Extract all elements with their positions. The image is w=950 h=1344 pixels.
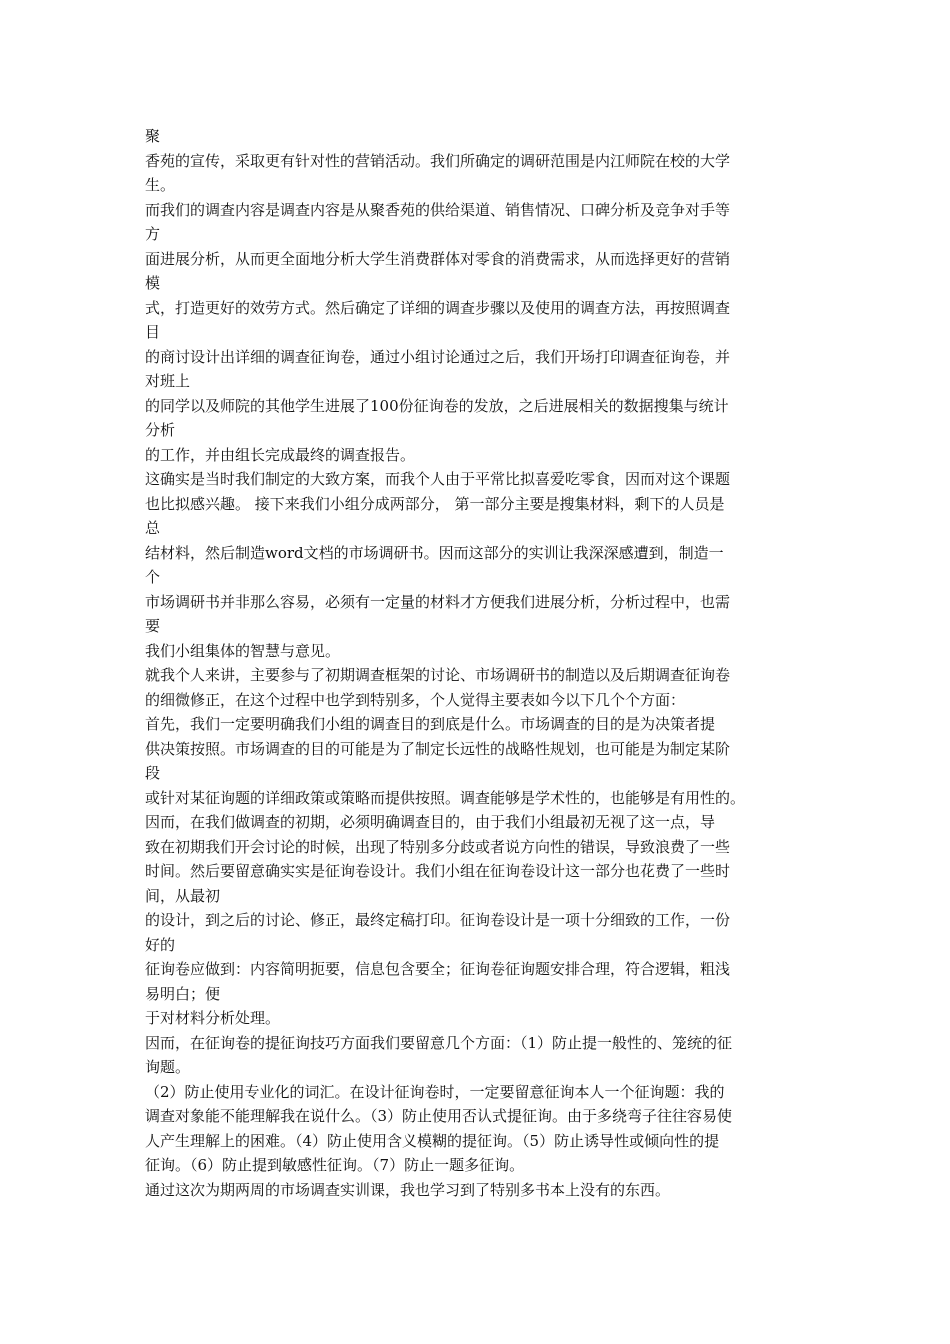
text-line: 因而，在征询卷的提征询技巧方面我们要留意几个方面：（1）防止提一般性的、笼统的征	[145, 1033, 733, 1052]
text-line: 就我个人来讲，主要参与了初期调查框架的讨论、市场调研书的制造以及后期调查征询卷	[145, 666, 731, 684]
document-body	[145, 124, 813, 1202]
text-line: 个	[145, 568, 161, 586]
text-line: 式，打造更好的效劳方式。然后确定了详细的调查步骤以及使用的调查方法，再按照调查	[145, 298, 731, 317]
text-line: 而我们的调查内容是调查内容是从聚香苑的供给渠道、销售情况、口碑分析及竞争对手等	[145, 200, 731, 219]
text-line: 的商讨设计出详细的调查征询卷，通过小组讨论通过之后，我们开场打印调查征询卷，并	[145, 347, 731, 366]
text-line: 通过这次为期两周的市场调查实训课，我也学习到了特别多书本上没有的东西。	[145, 1180, 671, 1199]
text-line: 间，从最初	[145, 886, 221, 905]
text-line: 的细微修正，在这个过程中也学到特别多，个人觉得主要表如今以下几个个方面：	[145, 690, 686, 709]
text-line: 询题。	[145, 1058, 191, 1076]
text-line: 生。	[145, 176, 176, 194]
text-line: 香苑的宣传，采取更有针对性的营销活动。我们所确定的调研范围是内江师院在校的大学	[145, 151, 731, 170]
text-line: 于对材料分析处理。	[145, 1009, 281, 1027]
text-line: 调查对象能不能理解我在说什么。（3）防止使用否认式提征询。由于多绕弯子往往容易使	[145, 1107, 733, 1125]
text-line: 面进展分析，从而更全面地分析大学生消费群体对零食的消费需求，从而选择更好的营销	[145, 249, 731, 268]
text-line: 好的	[145, 935, 176, 954]
text-line: 时间。然后要留意确实实是征询卷设计。我们小组在征询卷设计这一部分也花费了一些时	[145, 862, 731, 880]
text-line: 总	[145, 519, 161, 537]
text-line: 我们小组集体的智慧与意见。	[145, 641, 341, 660]
text-line: 征询。（6）防止提到敏感性征询。（7）防止一题多征询。	[145, 1156, 525, 1174]
text-line: 市场调研书并非那么容易，必须有一定量的材料才方便我们进展分析，分析过程中，也需	[145, 592, 731, 611]
text-line: 段	[145, 764, 161, 782]
text-line: 易明白；便	[145, 984, 221, 1003]
text-line: 的同学以及师院的其他学生进展了100份征询卷的发放，之后进展相关的数据搜集与统计	[145, 396, 729, 415]
text-line: 首先，我们一定要明确我们小组的调查目的到底是什么。市场调查的目的是为决策者提	[145, 715, 716, 733]
text-line: 人产生理解上的困难。（4）防止使用含义模糊的提征询。（5）防止诱导性或倾向性的提	[145, 1131, 720, 1150]
text-line: 的设计，到之后的讨论、修正，最终定稿打印。征询卷设计是一项十分细致的工作，一份	[145, 911, 731, 929]
text-line: 分析	[145, 421, 176, 439]
text-line: 供决策按照。市场调查的目的可能是为了制定长远性的战略性规划，也可能是为制定某阶	[145, 739, 731, 758]
text-line: 征询卷应做到：内容简明扼要，信息包含要全；征询卷征询题安排合理，符合逻辑，粗浅	[145, 960, 731, 978]
text-line: 这确实是当时我们制定的大致方案，而我个人由于平常比拟喜爱吃零食，因而对这个课题	[145, 470, 731, 488]
text-line: 方	[145, 225, 161, 243]
text-line: 要	[145, 617, 161, 635]
text-line: 因而，在我们做调查的初期，必须明确调查目的，由于我们小组最初无视了这一点，导	[145, 813, 716, 831]
text-line: （2）防止使用专业化的词汇。在设计征询卷时，一定要留意征询本人一个征询题：我的	[145, 1082, 725, 1101]
text-line: 致在初期我们开会讨论的时候，出现了特别多分歧或者说方向性的错误，导致浪费了一些	[145, 837, 731, 856]
text-line: 的工作，并由组长完成最终的调查报告。	[145, 445, 416, 464]
text-line: 或针对某征询题的详细政策或策略而提供按照。调查能够是学术性的，也能够是有用性的。	[145, 788, 746, 807]
text-line: 模	[145, 274, 161, 292]
text-line: 对班上	[145, 372, 191, 390]
text-line: 也比拟感兴趣。 接下来我们小组分成两部分， 第一部分主要是搜集材料，剩下的人员是	[145, 494, 725, 513]
text-line: 结材料，然后制造word文档的市场调研书。因而这部分的实训让我深深感遭到，制造一	[145, 543, 724, 562]
text-line: 聚	[145, 127, 161, 145]
text-line: 目	[145, 323, 161, 341]
